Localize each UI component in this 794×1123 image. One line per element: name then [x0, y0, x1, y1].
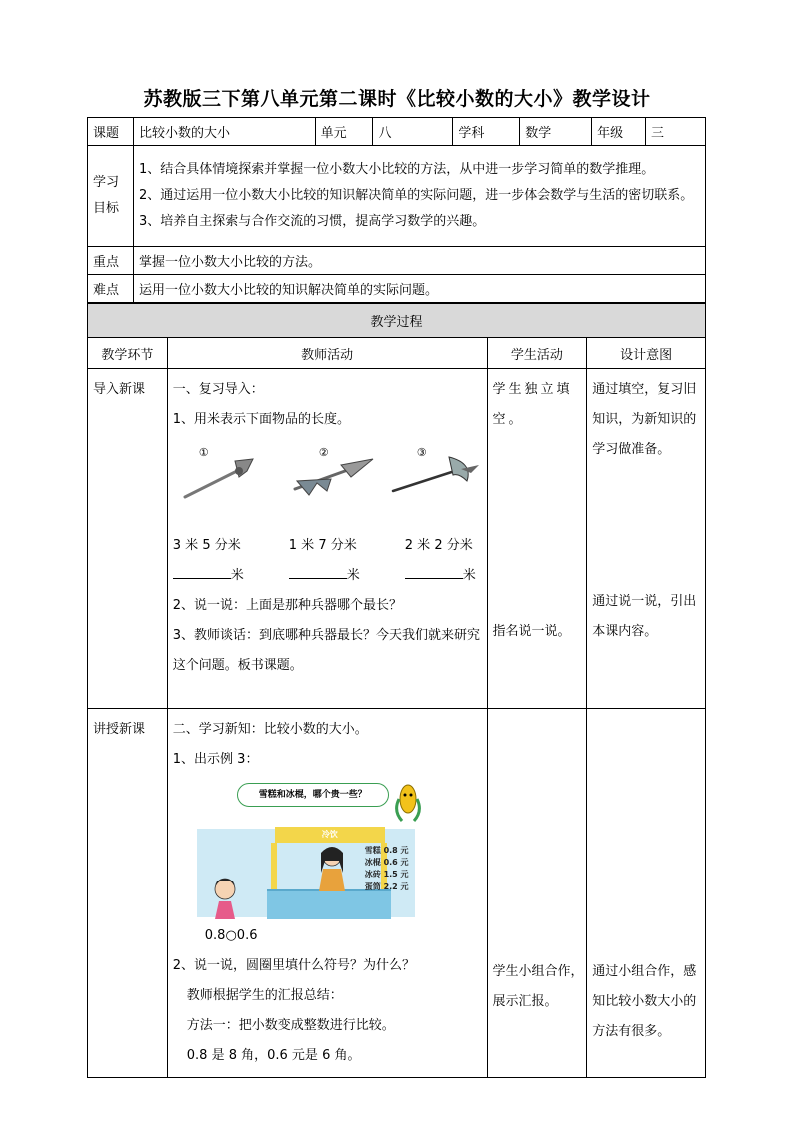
unit-label: 单元: [315, 118, 373, 146]
student-teach-text: 学生小组合作，展示汇报。: [492, 964, 584, 1009]
spear-icon: [287, 455, 377, 499]
battle-axe-icon: [387, 455, 483, 499]
student-intro: [487, 369, 587, 709]
corn-mascot-icon: [393, 781, 423, 825]
student-intro-1: 学生独立填空。: [492, 382, 573, 427]
objectives-label-line-1: 学习: [93, 175, 120, 190]
intro-q3: 3、教师谈话：到底哪种兵器最长？今天我们就来研究这个问题。板书课题。: [172, 628, 481, 673]
price-item: 冰砖 1.5 元: [364, 870, 409, 879]
objective-item: 3、培养自主探索与合作交流的习惯，提高学习数学的兴趣。: [138, 214, 486, 229]
key-value: 掌握一位小数大小比较的方法。: [133, 247, 705, 275]
length-2: 1 米 7 分米: [288, 538, 357, 553]
info-table: [87, 117, 706, 303]
stage-intro: 导入新课: [88, 369, 168, 709]
subject-value: 数学: [520, 118, 592, 146]
process-header: 教学过程: [88, 304, 706, 338]
objectives-label-line-2: 目标: [93, 201, 120, 216]
teach-method1: 方法一：把小数变成整数进行比较。: [186, 1018, 395, 1033]
answer-blank[interactable]: [405, 564, 463, 579]
halberd-icon: [179, 455, 259, 503]
teacher-intro: [167, 369, 487, 709]
length-3: 2 米 2 分米: [404, 538, 473, 553]
compare-expression: 0.8○0.6: [204, 928, 258, 943]
difficulty-value: 运用一位小数大小比较的知识解决简单的实际问题。: [133, 275, 705, 303]
weapon-number: ①: [198, 446, 209, 459]
example-picture: [197, 781, 417, 921]
blank-row: [173, 561, 482, 591]
price-item: 蛋筒 2.2 元: [364, 882, 409, 891]
length-1: 3 米 5 分米: [172, 538, 241, 553]
price-list: [365, 845, 409, 893]
intent-intro-1: 通过填空，复习旧知识，为新知识的学习做准备。: [592, 382, 697, 457]
speech-bubble: 雪糕和冰棍，哪个贵一些？: [237, 783, 389, 807]
difficulty-label: 难点: [88, 275, 134, 303]
col-teacher-header: 教师活动: [167, 338, 487, 369]
grade-value: 三: [646, 118, 706, 146]
price-item: 雪糕 0.8 元: [364, 846, 409, 855]
intent-teach: [587, 709, 706, 1078]
unit-label: 米: [462, 568, 476, 583]
freezer: [267, 889, 391, 919]
weapon-number: ②: [318, 446, 329, 459]
col-student-header: 学生活动: [487, 338, 587, 369]
objectives-label: [88, 146, 134, 247]
objectives-content: [133, 146, 705, 247]
girl-icon: [205, 873, 245, 919]
intro-heading: 一、复习导入：: [172, 382, 264, 397]
subject-label: 学科: [453, 118, 520, 146]
teach-q2: 2、说一说，圆圈里填什么符号？为什么？: [172, 958, 416, 973]
intro-q1: 1、用米表示下面物品的长度。: [172, 412, 351, 427]
key-label: 重点: [88, 247, 134, 275]
course-label: 课题: [88, 118, 134, 146]
price-item: 冰棍 0.6 元: [364, 858, 409, 867]
col-stage-header: 教学环节: [88, 338, 168, 369]
shop-sign: 冷饮: [275, 827, 385, 843]
col-intent-header: 设计意图: [587, 338, 706, 369]
teacher-teach: [167, 709, 487, 1078]
unit-label: 米: [230, 568, 244, 583]
page-title: 苏教版三下第八单元第二课时《比较小数的大小》教学设计: [143, 88, 651, 110]
weapons-illustration: [173, 441, 482, 527]
process-table: [87, 303, 706, 1078]
intent-teach-text: 通过小组合作，感知比较小数大小的方法有很多。: [592, 964, 697, 1039]
teach-summary: 教师根据学生的汇报总结：: [186, 988, 343, 1003]
objective-item: 1、结合具体情境探索并掌握一位小数大小比较的方法，从中进一步学习简单的数学推理。: [138, 162, 655, 177]
answer-blank[interactable]: [173, 564, 231, 579]
student-intro-2: 指名说一说。: [492, 624, 571, 639]
objective-item: 2、通过运用一位小数大小比较的知识解决简单的实际问题，进一步体会数学与生活的密切联系。: [138, 188, 694, 203]
weapon-number: ③: [416, 446, 427, 459]
intro-q2: 2、说一说：上面是那种兵器哪个最长？: [172, 598, 403, 613]
unit-value: 八: [373, 118, 453, 146]
intent-intro: [587, 369, 706, 709]
teach-method1-detail: 0.8 是 8 角，0.6 元是 6 角。: [186, 1048, 361, 1063]
answer-blank[interactable]: [289, 564, 347, 579]
shopkeeper-icon: [307, 843, 357, 891]
stage-teach: 讲授新课: [88, 709, 168, 1078]
unit-label: 米: [346, 568, 360, 583]
length-row: [173, 531, 482, 561]
intent-intro-2: 通过说一说，引出本课内容。: [592, 594, 697, 639]
teach-q1: 1、出示例 3：: [172, 752, 259, 767]
grade-label: 年级: [592, 118, 646, 146]
teach-heading: 二、学习新知：比较小数的大小。: [172, 722, 368, 737]
course-value: 比较小数的大小: [133, 118, 315, 146]
student-teach: [487, 709, 587, 1078]
